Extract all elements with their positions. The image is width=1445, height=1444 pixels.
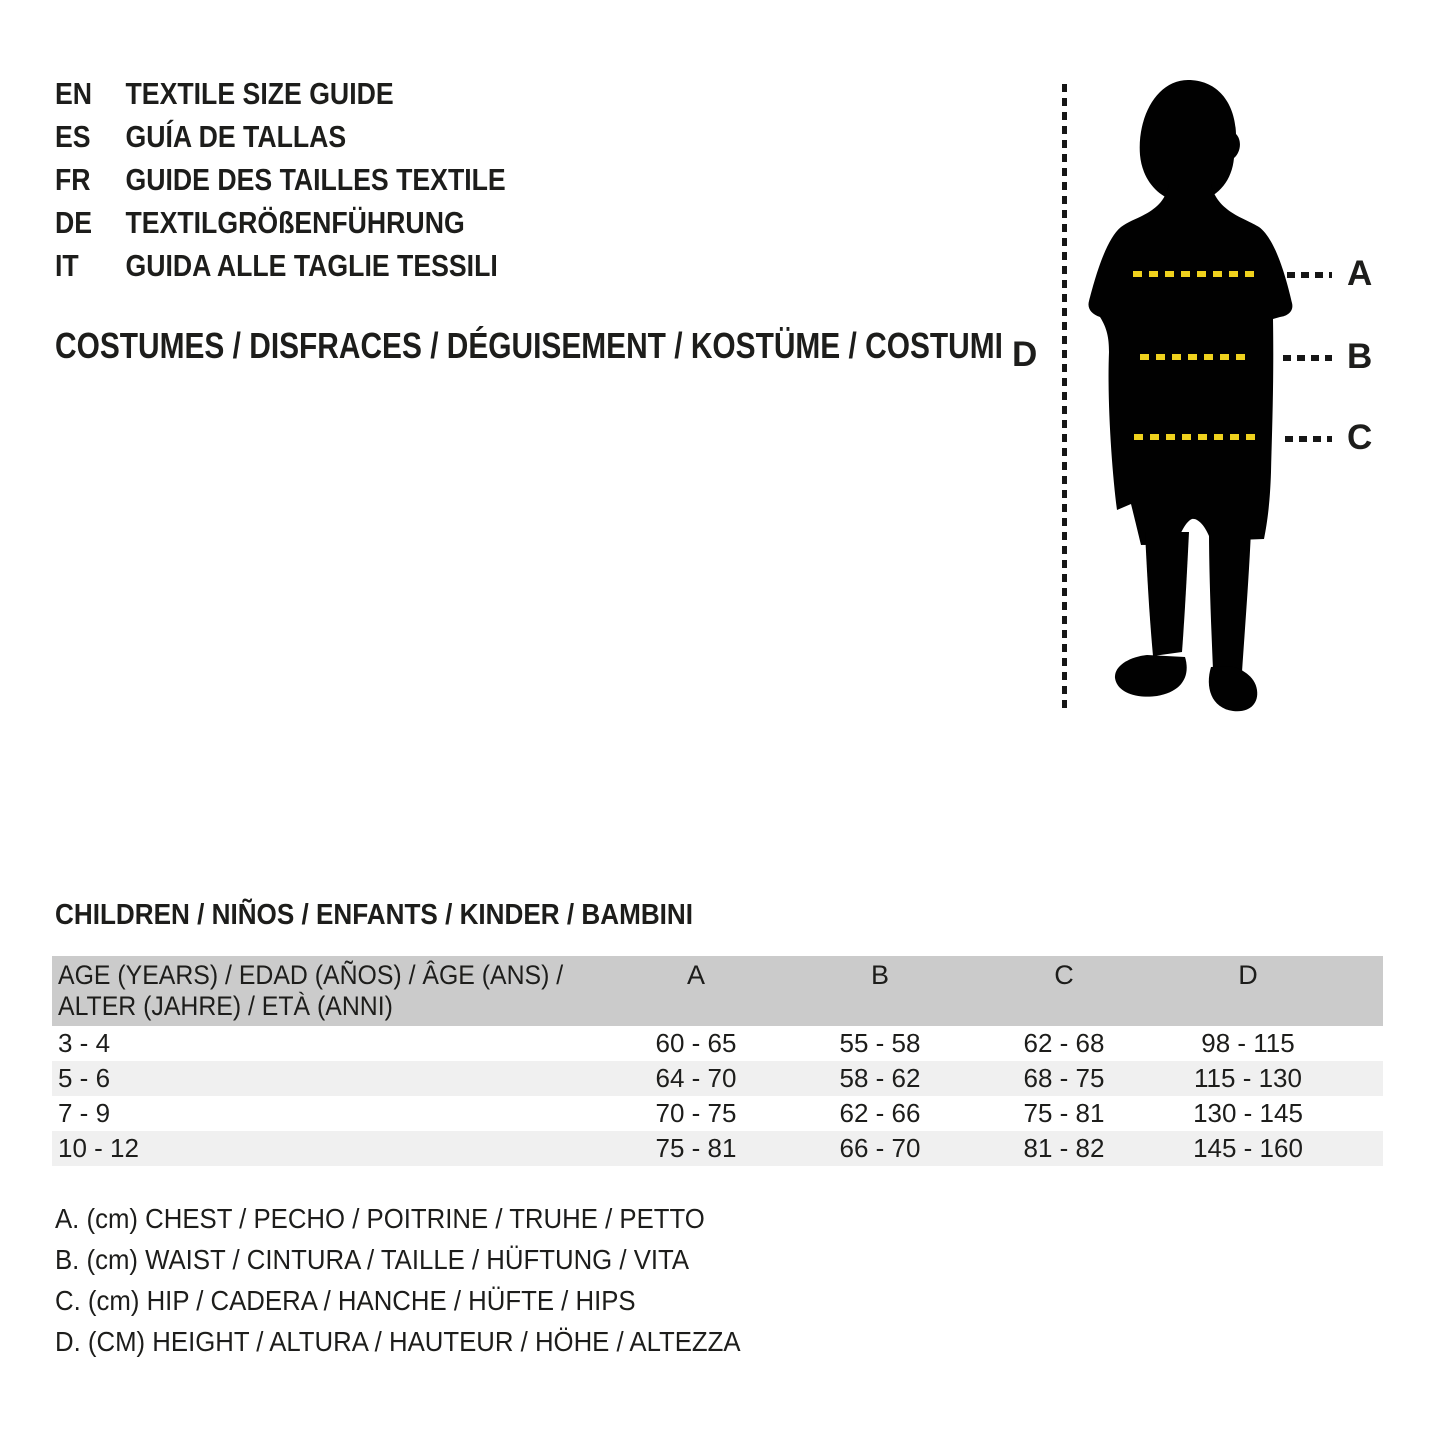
lang-code: EN [55, 75, 93, 111]
hip-connector-line [1285, 436, 1332, 442]
value-cell-c: 68 - 75 [1023, 1063, 1105, 1093]
lang-title: GUIDE DES TAILLES TEXTILE [125, 161, 506, 197]
measure-label-b: B [1347, 337, 1373, 376]
table-row [52, 1026, 1383, 1061]
measure-label-d: D [1012, 335, 1038, 374]
column-header-c: C [1054, 960, 1074, 990]
language-title-block [55, 72, 579, 287]
table-row [52, 1061, 1383, 1096]
value-cell-b: 62 - 66 [839, 1098, 921, 1128]
waist-connector-line [1283, 355, 1332, 361]
chest-connector-line [1287, 272, 1332, 278]
lang-row-fr [55, 158, 579, 201]
age-cell: 3 - 4 [58, 1028, 111, 1058]
table-row [52, 1096, 1383, 1131]
column-header-b: B [870, 960, 889, 990]
height-guide-dashed-line [1062, 84, 1067, 713]
lang-code: ES [55, 118, 91, 154]
value-cell-a: 64 - 70 [655, 1063, 737, 1093]
measure-label-a: A [1347, 254, 1373, 293]
legend-item-height: D. (CM) HEIGHT / ALTURA / HAUTEUR / HÖHE / ALTEZZA [55, 1325, 741, 1357]
value-cell-c: 75 - 81 [1023, 1098, 1105, 1128]
measure-label-c: C [1347, 418, 1373, 457]
lang-code: IT [55, 247, 79, 283]
age-cell: 5 - 6 [58, 1063, 111, 1093]
column-header-a: A [686, 960, 705, 990]
lang-title: GUIDA ALLE TAGLIE TESSILI [125, 247, 498, 283]
value-cell-d: 130 - 145 [1193, 1098, 1303, 1128]
value-cell-d: 145 - 160 [1193, 1133, 1303, 1163]
legend-item-waist: B. (cm) WAIST / CINTURA / TAILLE / HÜFTUNG / VITA [55, 1243, 690, 1275]
category-title: COSTUMES / DISFRACES / DÉGUISEMENT / KOSTÜME / COSTUMI [55, 325, 1003, 366]
value-cell-c: 81 - 82 [1023, 1133, 1105, 1163]
age-column-header: AGE (YEARS) / EDAD (AÑOS) / ÂGE (ANS) / ALTER (JAHRE) / ETÀ (ANNI) [58, 960, 564, 1021]
age-cell: 7 - 9 [58, 1098, 111, 1128]
legend-item-chest: A. (cm) CHEST / PECHO / POITRINE / TRUHE / PETTO [55, 1202, 705, 1234]
table-header [52, 956, 1383, 1026]
waist-measure-line [1140, 354, 1250, 360]
value-cell-d: 115 - 130 [1194, 1063, 1302, 1093]
lang-code: DE [55, 204, 93, 240]
age-cell: 10 - 12 [58, 1133, 139, 1163]
lang-title: TEXTILGRÖßENFÜHRUNG [125, 204, 465, 240]
lang-row-es [55, 115, 579, 158]
lang-title: GUÍA DE TALLAS [125, 118, 347, 154]
column-header-d: D [1238, 960, 1258, 990]
hip-measure-line [1134, 434, 1256, 440]
lang-row-de [55, 201, 579, 244]
size-table [52, 956, 1383, 1166]
value-cell-a: 70 - 75 [655, 1098, 737, 1128]
value-cell-a: 75 - 81 [655, 1133, 737, 1163]
chest-measure-line [1133, 271, 1255, 277]
lang-title: TEXTILE SIZE GUIDE [125, 75, 394, 111]
lang-row-it [55, 244, 579, 287]
lang-row-en [55, 72, 579, 115]
lang-code: FR [55, 161, 91, 197]
measurement-legend [55, 1198, 800, 1362]
value-cell-b: 66 - 70 [839, 1133, 921, 1163]
legend-item-hip: C. (cm) HIP / CADERA / HANCHE / HÜFTE / HIPS [55, 1284, 636, 1316]
value-cell-b: 55 - 58 [839, 1028, 921, 1058]
value-cell-b: 58 - 62 [839, 1063, 921, 1093]
children-section-title: CHILDREN / NIÑOS / ENFANTS / KINDER / BAMBINI [55, 899, 694, 931]
value-cell-d: 98 - 115 [1201, 1028, 1295, 1058]
value-cell-c: 62 - 68 [1023, 1028, 1105, 1058]
table-row [52, 1131, 1383, 1166]
child-silhouette-image [1085, 72, 1295, 717]
value-cell-a: 60 - 65 [655, 1028, 737, 1058]
